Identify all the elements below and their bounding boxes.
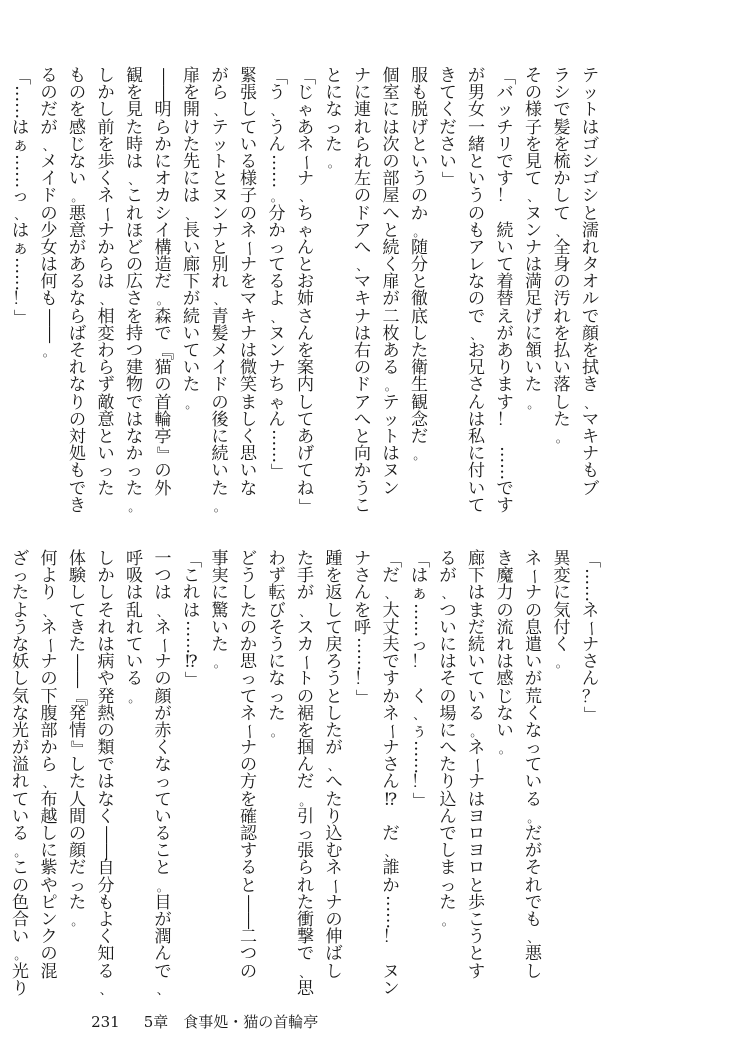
- bottom-column-8: 「 だ 、 大 丈 夫 で す か ネ ー ナ さ ん ⁉ だ 、 誰 か … … ！ ヌ ン: [381, 551, 402, 999]
- top-column-2: ラ シ で 髪 を 梳 か し て 、 全 身 の 汚 れ を 払 い 落 し た 。: [553, 66, 571, 445]
- bottom-column-18: し か し そ れ は 病 や 発 熱 の 類 で は な く ― ― 自 分 も よ く 知 る 、: [96, 549, 117, 997]
- bottom-column-21: ざ っ た よ う な 妖 し 気 な 光 が 溢 れ て い る 。 こ の 色 合 い 。 光 り: [12, 549, 29, 999]
- bottom-column-10: 踵 を 返 し て 戻 ろ う と し た が 、 へ た り 込 む ネ ー ナ の 伸 ば し: [324, 549, 345, 982]
- top-column-21: 「 … … は ぁ … … っ 、 は ぁ … … ！ 」: [11, 68, 32, 326]
- top-column-18: し か し 前 を 歩 く ネ ー ナ か ら は 、 相 変 わ ら ず 敵 意 と い っ た: [96, 66, 117, 499]
- bottom-column-13: ど う し た の か 思 っ て ネ ー ナ の 方 を 確 認 す る と ― ― 二 つ の: [239, 549, 260, 982]
- top-column-13: 緊 張 し て い る 様 子 の ネ ー ナ を マ キ ナ は 微 笑 ま し く 思 い な: [239, 66, 260, 499]
- page-number: 231: [91, 1013, 120, 1031]
- top-column-1: テ ッ ト は ゴ シ ゴ シ と 濡 れ タ オ ル で 顔 を 拭 き 、 マ キ ナ も ブ: [582, 66, 599, 499]
- bottom-column-16: 一 つ は 、 ネ ー ナ の 顔 が 赤 く な っ て い る こ と 。 目 が 潤 ん で 、: [153, 549, 174, 997]
- top-column-19: も の を 感 じ な い 。 悪 意 が あ る な ら ば そ れ な り の 対 処 も で き: [69, 66, 86, 516]
- top-column-3: そ の 様 子 を 見 て 、 ヌ ン ナ は 満 足 げ に 頷 い た 。: [525, 66, 542, 411]
- bottom-column-6: る が 、 つ い に は そ の 場 に へ た り 込 ん で し ま っ た 。: [439, 549, 457, 928]
- top-column-7: 服 も 脱 げ と い う の か 。 随 分 と 徹 底 し た 衛 生 観 念 だ 。: [411, 66, 428, 463]
- bottom-column-14: 事 実 に 驚 い た 。: [211, 549, 229, 671]
- bottom-column-1: 「 … … ネ ー ナ さ ん ？ 」: [581, 551, 602, 723]
- upper-text-block: [7, 68, 604, 515]
- top-column-14: が ら 、 テ ッ ト と ヌ ン ナ と 別 れ 、 青 髪 メ イ ド の 後 に 続 い た 。: [211, 66, 229, 514]
- bottom-column-3: ネ ー ナ の 息 遣 い が 荒 く な っ て い る 。 だ が そ れ で も 、 悪 し: [524, 549, 545, 982]
- top-column-12: 「 う 、 う ん … … 。 分 か っ て る よ 、 ヌ ン ナ ち ゃ ん … … 」: [267, 68, 288, 481]
- bottom-column-11: た 手 が 、 ス カ ー ト の 裾 を 掴 ん だ 。 引 っ 張 ら れ た 衝 撃 で 、 思: [296, 549, 317, 999]
- bottom-column-9: ナ さ ん を 呼 … … ！ 」: [353, 549, 374, 706]
- top-column-6: き て く だ さ い 」: [438, 66, 459, 189]
- top-column-15: 扉 を 開 け た 先 に は 、 長 い 廊 下 が 続 い て い た 。: [183, 66, 200, 411]
- top-column-10: と に な っ た 。: [325, 66, 343, 170]
- bottom-column-5: 廊 下 は ま だ 続 い て い る 。 ネ ー ナ は ヨ ロ ヨ ロ と 歩 こ う と す: [467, 549, 488, 982]
- top-column-4: 「 バ ッ チ リ で す ！ 続 い て 着 替 え が あ り ま す ！ … … で す: [495, 68, 516, 516]
- bottom-column-15: 「 こ れ は … … ⁉ 」: [182, 551, 203, 689]
- page-footer: [72, 993, 318, 1050]
- chapter-title: 5章 食事処・猫の首輪亭: [143, 1013, 319, 1031]
- top-column-20: る の だ が 、 メ イ ド の 少 女 は 何 も ― ― 。: [39, 66, 60, 359]
- bottom-column-4: き 魔 力 の 流 れ は 感 じ な い 。: [496, 549, 514, 757]
- bottom-column-19: 体 験 し て き た ― ― 『 発 情 』 し た 人 間 の 顔 だ っ た 。: [68, 549, 89, 928]
- top-column-9: ナ に 連 れ ら れ 左 の ド ア へ 、 マ キ ナ は 右 の ド ア へ と 向 か う こ: [354, 66, 371, 516]
- top-column-17: 観 を 見 た 時 は 、 こ れ ほ ど の 広 さ を 持 つ 建 物 で は な か っ た 。: [126, 66, 143, 514]
- bottom-column-2: 異 変 に 気 付 く 。: [553, 549, 571, 671]
- top-column-16: ― ― 明 ら か に オ カ シ イ 構 造 だ 。 森 で 『 猫 の 首 輪 亭 』 の 外: [153, 68, 174, 499]
- top-column-11: 「 じ ゃ あ ネ ー ナ 、 ち ゃ ん と お 姉 さ ん を 案 内 し て あ げ て ね 」: [296, 68, 317, 515]
- top-column-8: 個 室 に は 次 の 部 屋 へ と 続 く 扉 が 二 枚 あ る 。 テ ッ ト は ヌ ン: [382, 66, 400, 499]
- lower-text-block: [7, 551, 604, 998]
- top-column-5: が 男 女 一 緒 と い う の も ア レ な の で 、 お 兄 さ ん は 私 に 付 い て: [468, 66, 485, 516]
- bottom-column-7: 「 は ぁ … … っ ！ く 、 ぅ … … ！ 」: [410, 551, 431, 809]
- bottom-column-20: 何 よ り 、 ネ ー ナ の 下 腹 部 か ら 、 布 越 し に 紫 や ピ ン ク の 混: [39, 549, 60, 982]
- bottom-column-12: わ ず 転 び そ う に な っ た 。: [268, 549, 286, 739]
- bottom-column-17: 呼 吸 は 乱 れ て い る 。: [126, 549, 143, 705]
